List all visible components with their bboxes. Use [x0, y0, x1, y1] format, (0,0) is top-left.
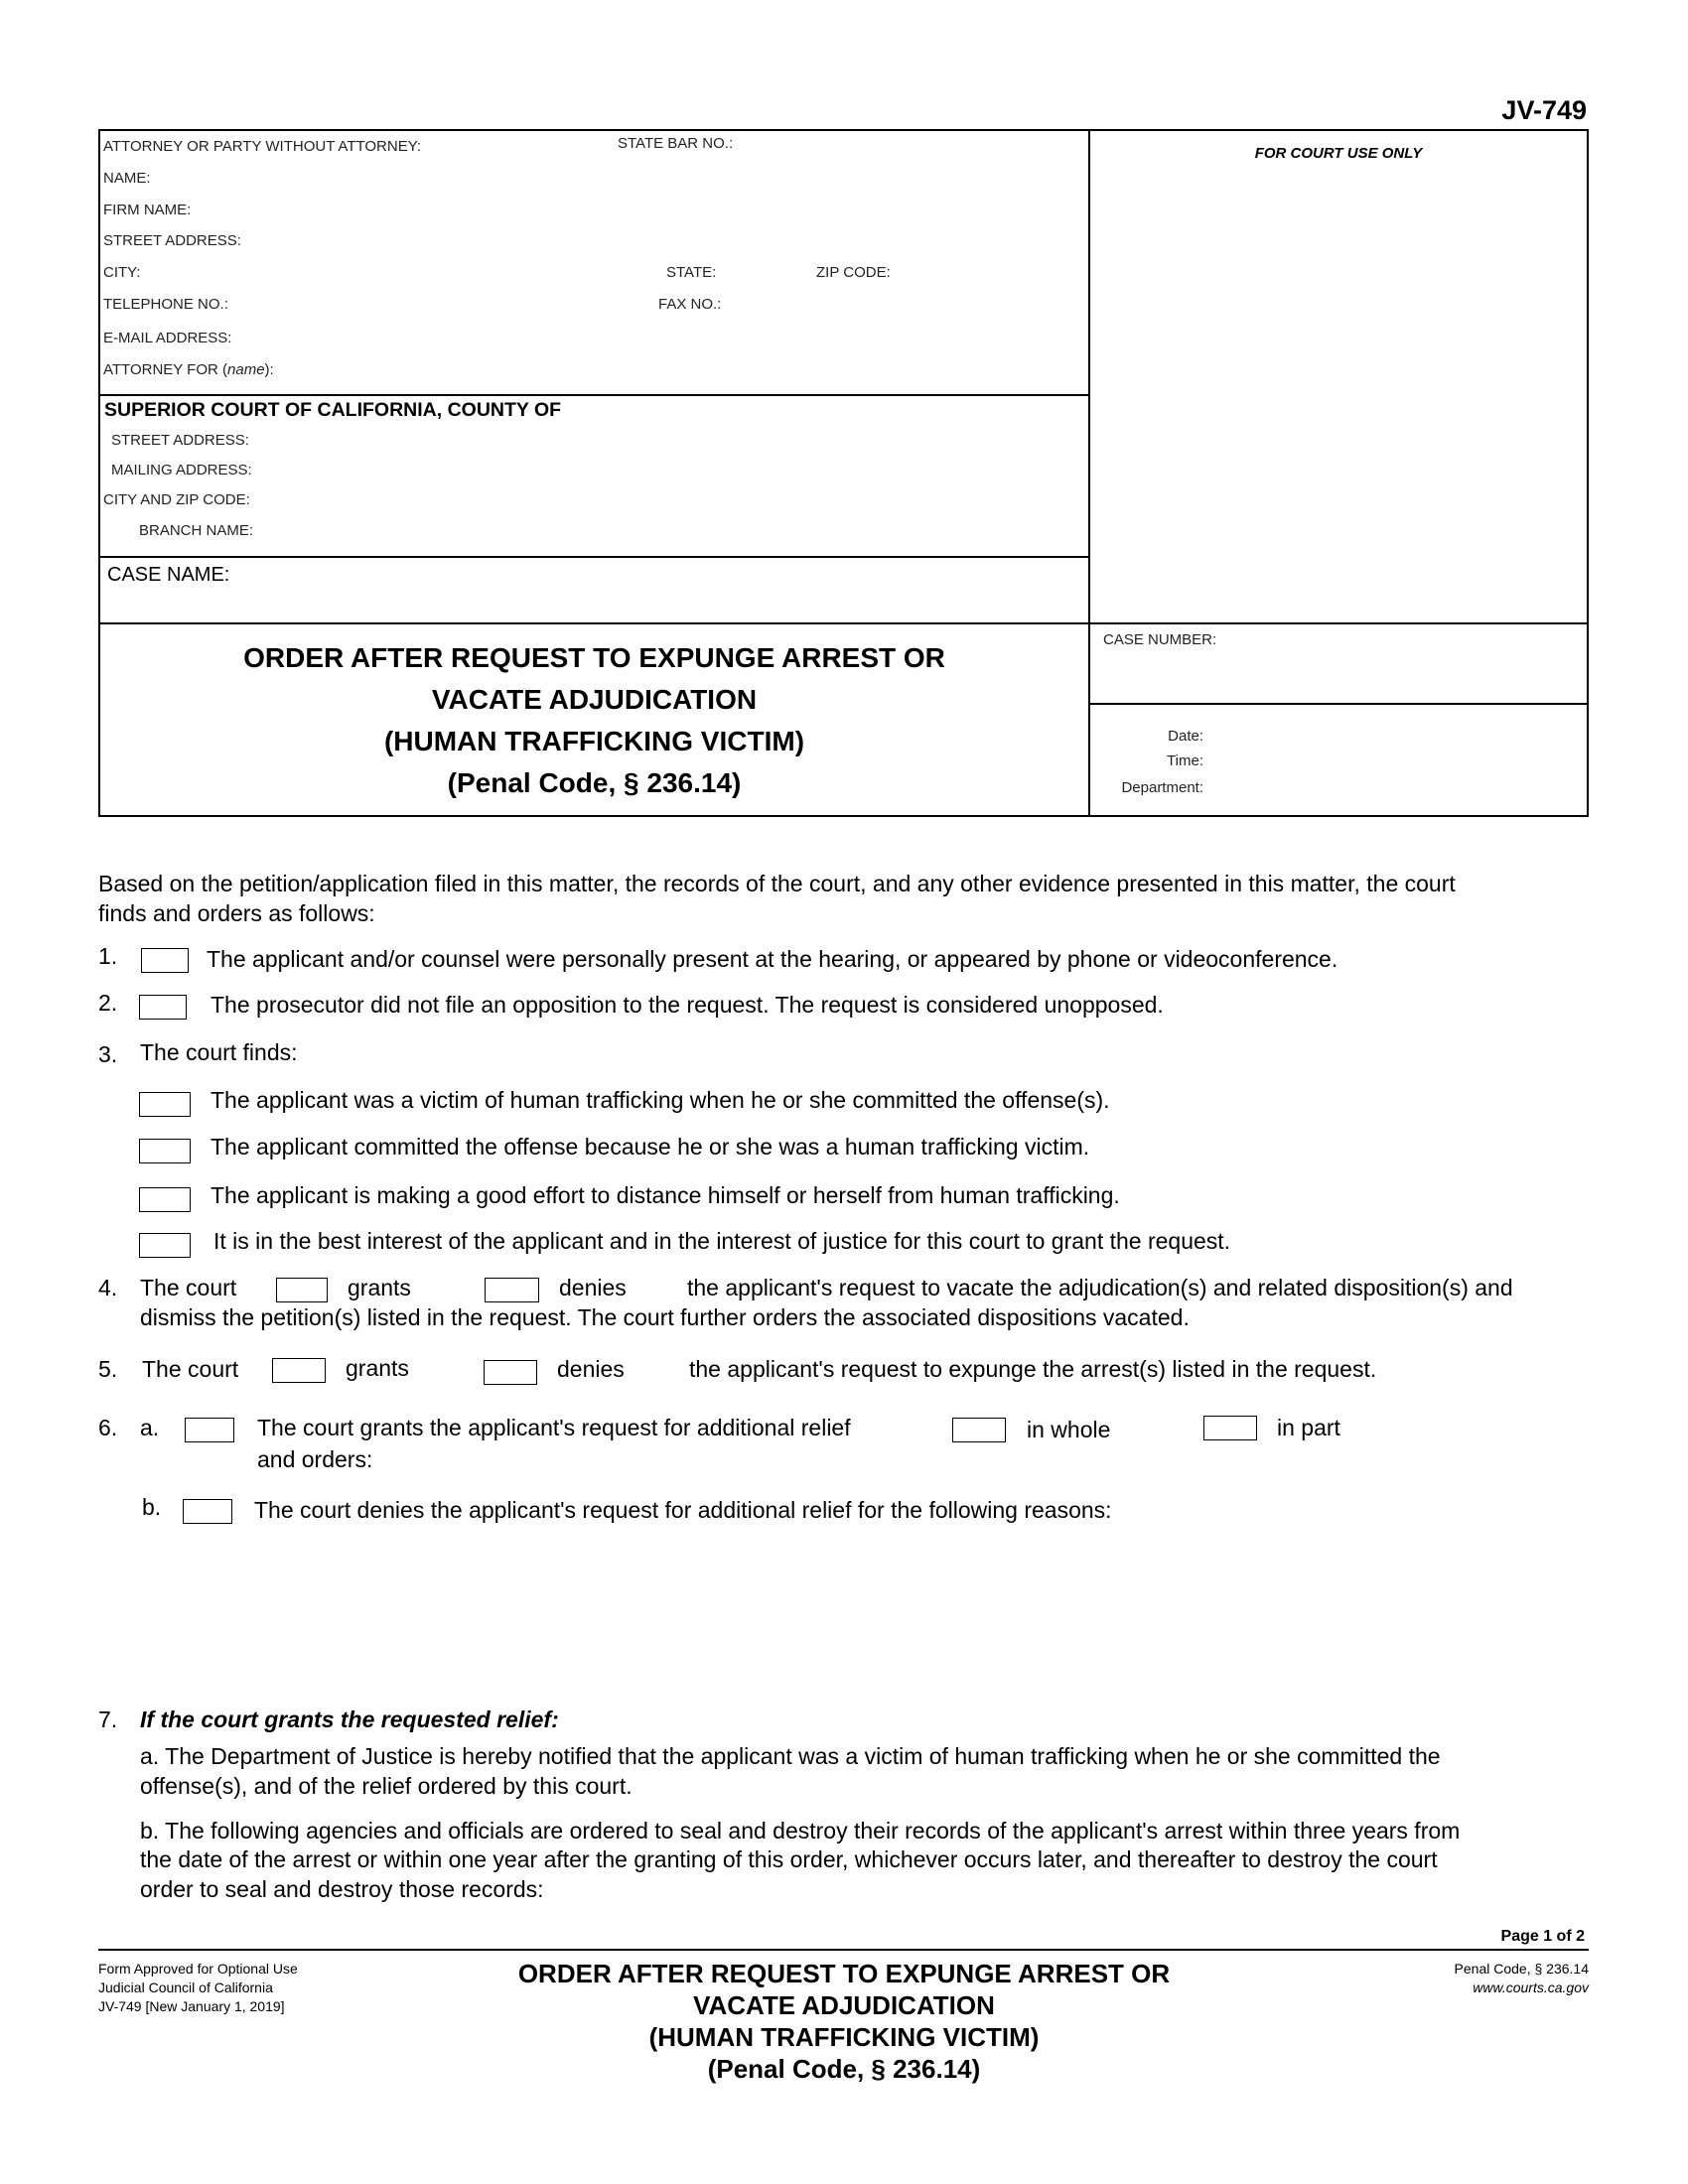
form-title-line-4: (Penal Code, § 236.14)	[447, 767, 742, 798]
item-2-checkbox[interactable]	[139, 995, 187, 1020]
finding-1-text: The applicant was a victim of human trafficking when he or she committed the offense(s).	[211, 1087, 1110, 1113]
item-5-text: the applicant's request to expunge the arrest(s) listed in the request.	[689, 1356, 1377, 1382]
footer-title-line-4: (Penal Code, § 236.14)	[707, 2054, 981, 2084]
item-1-checkbox[interactable]	[141, 948, 189, 973]
court-street-label: STREET ADDRESS:	[111, 432, 249, 449]
item-1-number: 1.	[98, 943, 118, 969]
page-number: Page 1 of 2	[1500, 1928, 1585, 1945]
firm-name-label: FIRM NAME:	[103, 202, 192, 218]
item-1-text: The applicant and/or counsel were personally present at the hearing, or appeared by phone or videoconference.	[207, 946, 1338, 972]
form-number: JV-749	[1501, 95, 1587, 125]
court-branch-label: BRANCH NAME:	[139, 522, 254, 539]
caption-bottom-border	[98, 815, 1589, 817]
form-title	[100, 637, 1088, 804]
footer-approval	[98, 1960, 298, 2016]
caption-top-border	[98, 129, 1589, 131]
finding-4-text: It is in the best interest of the applicant and in the interest of justice for this court to grant the request.	[213, 1228, 1231, 1254]
item-6b-text: The court denies the applicant's request for additional relief for the following reasons:	[254, 1497, 1112, 1523]
item-6-number: 6.	[98, 1415, 118, 1440]
item-4-denies-checkbox[interactable]	[485, 1278, 539, 1302]
finding-2-text: The applicant committed the offense because he or she was a human trafficking victim.	[211, 1134, 1090, 1160]
court-city-zip-label: CITY AND ZIP CODE:	[103, 491, 250, 508]
item-7b-line-3: order to seal and destroy those records:	[140, 1876, 544, 1902]
item-6a-text-2: and orders:	[257, 1446, 373, 1472]
footer-approval-line-2: Judicial Council of California	[98, 1979, 273, 1995]
item-4-denies-label: denies	[559, 1275, 627, 1300]
finding-3-checkbox[interactable]	[139, 1187, 191, 1212]
telephone-label: TELEPHONE NO.:	[103, 296, 228, 313]
name-label: NAME:	[103, 170, 151, 187]
court-casename-divider	[98, 556, 1089, 558]
hearing-time-label: Time:	[1167, 752, 1203, 769]
footer-penal-code: Penal Code, § 236.14	[1454, 1961, 1589, 1977]
casenumber-hearing-divider	[1089, 703, 1589, 705]
form-title-line-2: VACATE ADJUDICATION	[431, 684, 758, 715]
footer-citation	[1380, 1960, 1589, 1997]
court-use-only-label: FOR COURT USE ONLY	[1254, 145, 1423, 162]
city-label: CITY:	[103, 264, 141, 281]
item-7-number: 7.	[98, 1706, 118, 1732]
case-name-label: CASE NAME:	[107, 564, 230, 586]
footer-approval-line-1: Form Approved for Optional Use	[98, 1961, 298, 1977]
footer-title-line-1: ORDER AFTER REQUEST TO EXPUNGE ARREST OR	[517, 1959, 1171, 1988]
item-4-lead: The court	[140, 1275, 237, 1300]
item-6a-text-1: The court grants the applicant's request for additional relief	[257, 1415, 851, 1440]
item-4-number: 4.	[98, 1275, 118, 1300]
footer-title-line-2: VACATE ADJUDICATION	[693, 1990, 995, 2020]
form-title-line-3: (HUMAN TRAFFICKING VICTIM)	[383, 726, 805, 756]
finding-4-checkbox[interactable]	[139, 1233, 191, 1258]
item-7b-line-1: b. The following agencies and officials are ordered to seal and destroy their records of the applicant's arrest within three years from	[140, 1818, 1461, 1843]
court-title: SUPERIOR COURT OF CALIFORNIA, COUNTY OF	[104, 399, 562, 421]
item-6a-letter: a.	[140, 1415, 160, 1440]
item-5-number: 5.	[98, 1356, 118, 1382]
item-3-text: The court finds:	[140, 1039, 298, 1065]
intro-line-1: Based on the petition/application filed in this matter, the records of the court, and any other evidence presented in this matter, the court	[98, 871, 1456, 896]
item-5-denies-label: denies	[557, 1356, 625, 1382]
casename-title-divider	[98, 622, 1589, 624]
item-7-heading: If the court grants the requested relief:	[140, 1706, 559, 1732]
item-6a-in-whole-label: in whole	[1027, 1417, 1111, 1442]
item-4-text-1: the applicant's request to vacate the adjudication(s) and related disposition(s) and	[687, 1275, 1513, 1300]
item-5-grants-checkbox[interactable]	[272, 1358, 326, 1383]
item-5-lead: The court	[142, 1356, 239, 1382]
item-6b-letter: b.	[142, 1494, 162, 1520]
item-3-number: 3.	[98, 1041, 118, 1067]
email-label: E-MAIL ADDRESS:	[103, 330, 232, 346]
footer-approval-line-3: JV-749 [New January 1, 2019]	[98, 1998, 285, 2014]
court-mailing-label: MAILING ADDRESS:	[111, 462, 252, 478]
case-number-label: CASE NUMBER:	[1103, 631, 1217, 648]
item-5-grants-label: grants	[346, 1355, 409, 1381]
item-6a-in-part-checkbox[interactable]	[1203, 1416, 1257, 1440]
item-2-number: 2.	[98, 990, 118, 1016]
item-4-grants-label: grants	[348, 1275, 411, 1300]
footer-title-line-3: (HUMAN TRAFFICKING VICTIM)	[648, 2022, 1040, 2052]
intro-line-2: finds and orders as follows:	[98, 900, 375, 926]
fax-label: FAX NO.:	[658, 296, 722, 313]
item-6b-checkbox[interactable]	[183, 1499, 232, 1524]
caption-right-border	[1587, 129, 1589, 817]
attorney-label: ATTORNEY OR PARTY WITHOUT ATTORNEY:	[103, 138, 422, 155]
state-bar-label: STATE BAR NO.:	[618, 135, 734, 152]
footer-title	[457, 1958, 1231, 2085]
attorney-court-divider	[98, 394, 1089, 396]
item-6a-in-part-label: in part	[1277, 1415, 1340, 1440]
footer-website-link[interactable]: www.courts.ca.gov	[1473, 1979, 1589, 1995]
item-4-text-2: dismiss the petition(s) listed in the request. The court further orders the associated dispositions vacated.	[140, 1304, 1190, 1330]
footer-rule	[98, 1949, 1589, 1951]
item-2-text: The prosecutor did not file an opposition to the request. The request is considered unopposed.	[211, 992, 1164, 1018]
state-label: STATE:	[666, 264, 717, 281]
item-5-denies-checkbox[interactable]	[484, 1360, 537, 1385]
item-6a-checkbox[interactable]	[185, 1418, 234, 1442]
finding-3-text: The applicant is making a good effort to distance himself or herself from human trafficking.	[211, 1182, 1120, 1208]
item-4-grants-checkbox[interactable]	[276, 1278, 328, 1302]
item-7a-line-1: a. The Department of Justice is hereby notified that the applicant was a victim of human trafficking when he or she committed the	[140, 1743, 1441, 1769]
form-title-line-1: ORDER AFTER REQUEST TO EXPUNGE ARREST OR	[243, 642, 945, 673]
item-7a-line-2: offense(s), and of the relief ordered by this court.	[140, 1773, 633, 1799]
caption-center-divider	[1088, 129, 1090, 817]
item-7b-line-2: the date of the arrest or within one year after the granting of this order, whichever occurs later, and thereafter to destroy the court	[140, 1846, 1438, 1872]
street-address-label: STREET ADDRESS:	[103, 232, 241, 249]
item-6a-in-whole-checkbox[interactable]	[952, 1418, 1006, 1442]
hearing-date-label: Date:	[1168, 728, 1203, 745]
finding-1-checkbox[interactable]	[139, 1092, 191, 1117]
finding-2-checkbox[interactable]	[139, 1139, 191, 1163]
zip-code-label: ZIP CODE:	[816, 264, 891, 281]
hearing-department-label: Department:	[1121, 779, 1203, 796]
attorney-for-label: ATTORNEY FOR (name):	[103, 361, 274, 378]
